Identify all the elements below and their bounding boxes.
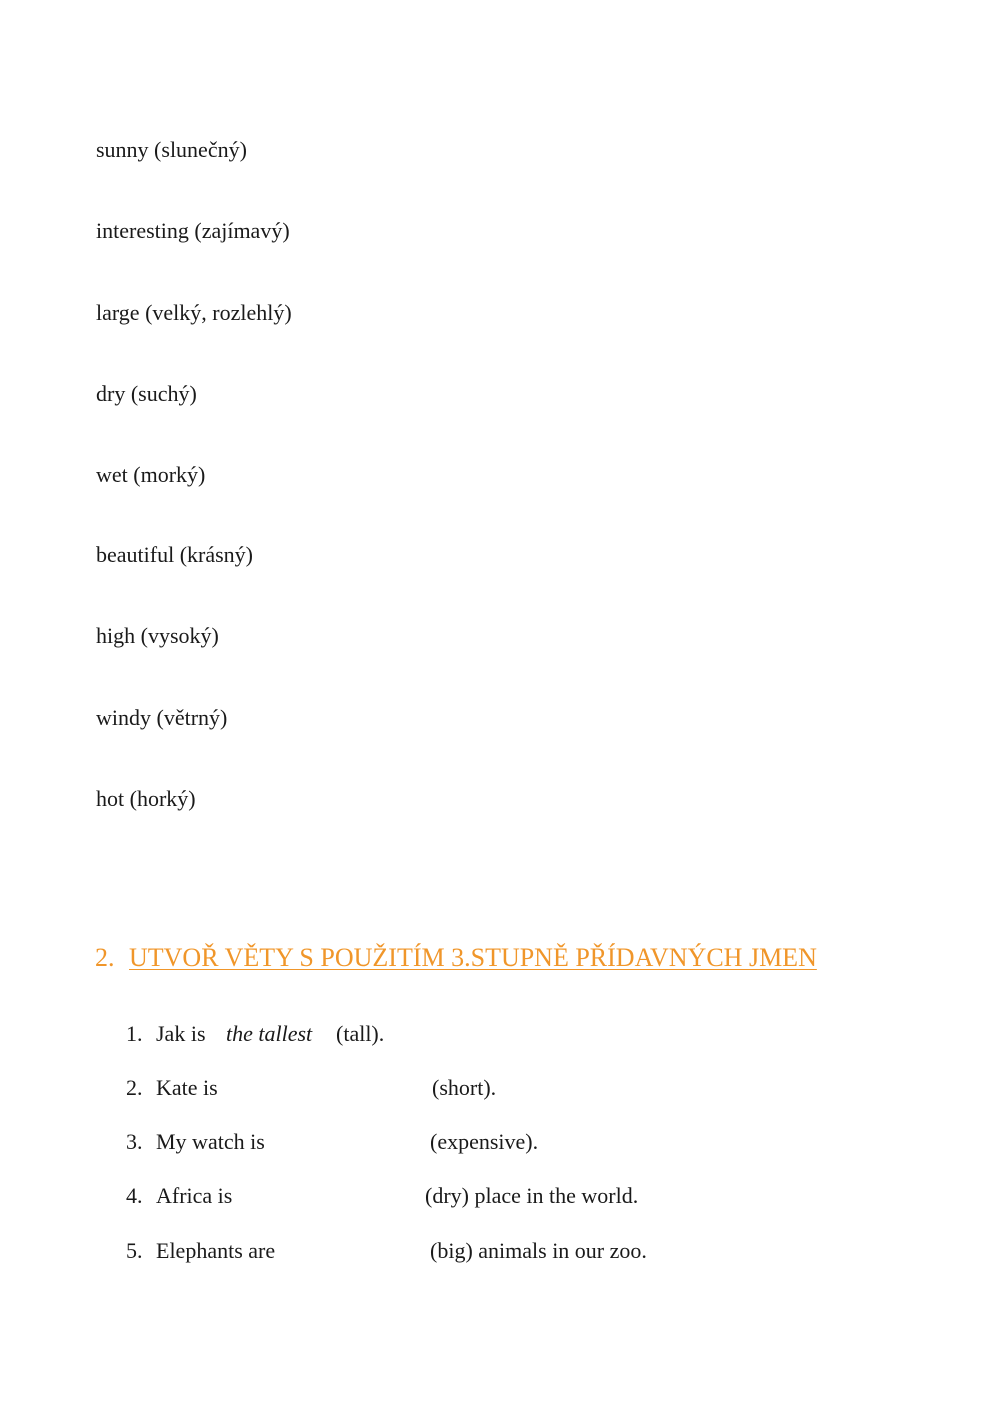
exercise-hint: (tall).	[336, 1021, 385, 1046]
vocab-item: high (vysoký)	[96, 623, 219, 648]
exercise-text: Elephants are	[156, 1238, 276, 1263]
exercise-text: Africa is	[156, 1183, 233, 1208]
exercise-text: Jak is	[156, 1021, 206, 1046]
vocab-item: interesting (zajímavý)	[96, 218, 290, 243]
section-title: UTVOŘ VĚTY S POUŽITÍM 3.STUPNĚ PŘÍDAVNÝCH JMEN	[129, 943, 817, 972]
vocab-item: large (velký, rozlehlý)	[96, 300, 292, 325]
exercise-hint: (big) animals in our zoo.	[430, 1238, 647, 1263]
vocab-item: wet (morký)	[96, 462, 206, 487]
exercise-text: Kate is	[156, 1075, 218, 1100]
section-number: 2.	[95, 943, 115, 972]
vocab-item: sunny (slunečný)	[96, 137, 247, 162]
exercise-number: 2.	[126, 1075, 143, 1100]
exercise-number: 5.	[126, 1238, 143, 1263]
exercise-number: 3.	[126, 1129, 143, 1154]
exercise-hint: (expensive).	[430, 1129, 539, 1154]
section-heading	[95, 942, 817, 974]
exercise-hint: (dry) place in the world.	[425, 1183, 639, 1208]
exercise-answer[interactable]: the tallest	[226, 1021, 313, 1046]
exercise-hint: (short).	[432, 1075, 497, 1100]
vocab-item: beautiful (krásný)	[96, 542, 253, 567]
vocab-item: windy (větrný)	[96, 705, 228, 730]
exercise-number: 1.	[126, 1021, 143, 1046]
exercise-text: My watch is	[156, 1129, 265, 1154]
vocab-item: dry (suchý)	[96, 381, 197, 406]
exercise-number: 4.	[126, 1183, 143, 1208]
vocab-item: hot (horký)	[96, 786, 196, 811]
